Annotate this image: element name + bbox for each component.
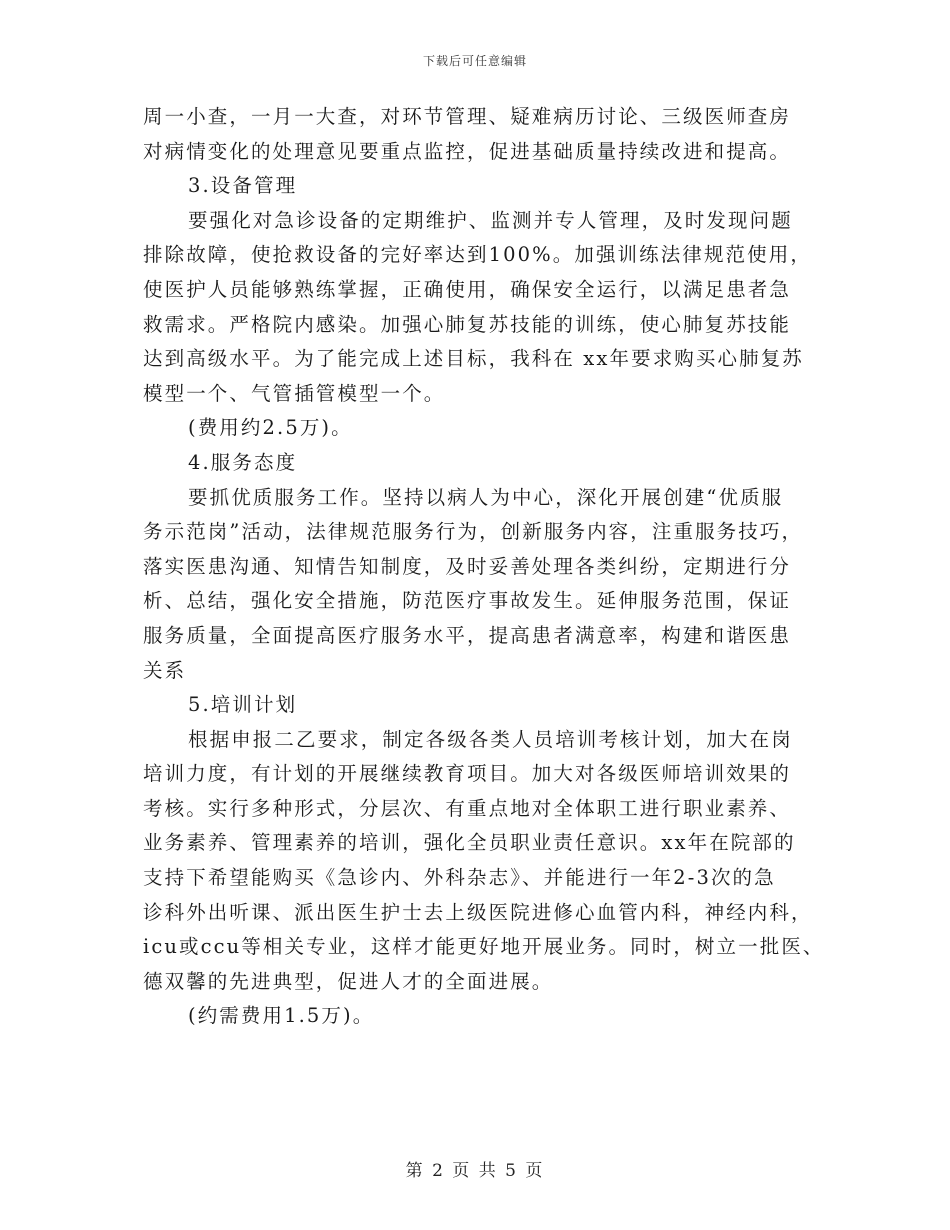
text-line: 5.培训计划	[188, 693, 298, 717]
text-line: 服务质量，全面提高医疗服务水平，提高患者满意率，构建和谐医患	[143, 623, 792, 647]
page-footer: 第 2 页 共 5 页	[405, 1161, 545, 1181]
text-line: 培训力度，有计划的开展继续教育项目。加大对各级医师培训效果的	[143, 762, 792, 786]
text-line: 德双馨的先进典型，促进人才的全面进展。	[143, 969, 554, 993]
text-line: 3.设备管理	[188, 174, 298, 198]
text-line: (约需费用1.5万)。	[188, 1004, 375, 1028]
text-line: 要抓优质服务工作。坚持以病人为中心，深化开展创建“优质服	[188, 485, 784, 509]
page-header: 下载后可任意编辑	[422, 54, 527, 68]
text-line: 模型一个、气管插管模型一个。	[143, 381, 446, 405]
text-line: 周一小查，一月一大查，对环节管理、疑难病历讨论、三级医师查房	[143, 105, 792, 128]
text-line: 救需求。严格院内感染。加强心肺复苏技能的训练，使心肺复苏技能	[143, 312, 792, 336]
text-line: icu或ccu等相关专业，这样才能更好地开展业务。同时，树立一批医、	[143, 935, 825, 959]
text-line: 使医护人员能够熟练掌握，正确使用，确保安全运行，以满足患者急	[143, 277, 792, 301]
text-line: 业务素养、管理素养的培训，强化全员职业责任意识。xx年在院部的	[143, 831, 796, 855]
text-line: 析、总结，强化安全措施，防范医疗事故发生。延伸服务范围，保证	[143, 589, 792, 613]
text-line: 落实医患沟通、知情告知制度，及时妥善处理各类纠纷，定期进行分	[143, 554, 792, 578]
text-line: 务示范岗”活动，法律规范服务行为，创新服务内容，注重服务技巧，	[143, 520, 804, 544]
text-line: (费用约2.5万)。	[188, 416, 353, 440]
text-line: 支持下希望能购买《急诊内、外科杂志》、并能进行一年2-3次的急	[143, 866, 776, 890]
text-line: 4.服务态度	[188, 450, 298, 474]
text-line: 达到高级水平。为了能完成上述目标，我科在 xx年要求购买心肺复苏	[143, 347, 804, 371]
text-line: 关系	[143, 658, 187, 682]
text-line: 考核。实行多种形式，分层次、有重点地对全体职工进行职业素养、	[143, 796, 792, 820]
text-line: 根据申报二乙要求，制定各级各类人员培训考核计划，加大在岗	[188, 727, 793, 751]
text-line: 对病情变化的处理意见要重点监控，促进基础质量持续改进和提高。	[143, 139, 792, 163]
text-line: 要强化对急诊设备的定期维护、监测并专人管理，及时发现问题	[188, 208, 793, 232]
document-body	[143, 100, 825, 1034]
text-line: 诊科外出听课、派出医生护士去上级医院进修心血管内科，神经内科，	[143, 900, 813, 924]
text-line: 排除故障，使抢救设备的完好率达到100%。加强训练法律规范使用，	[143, 243, 812, 267]
